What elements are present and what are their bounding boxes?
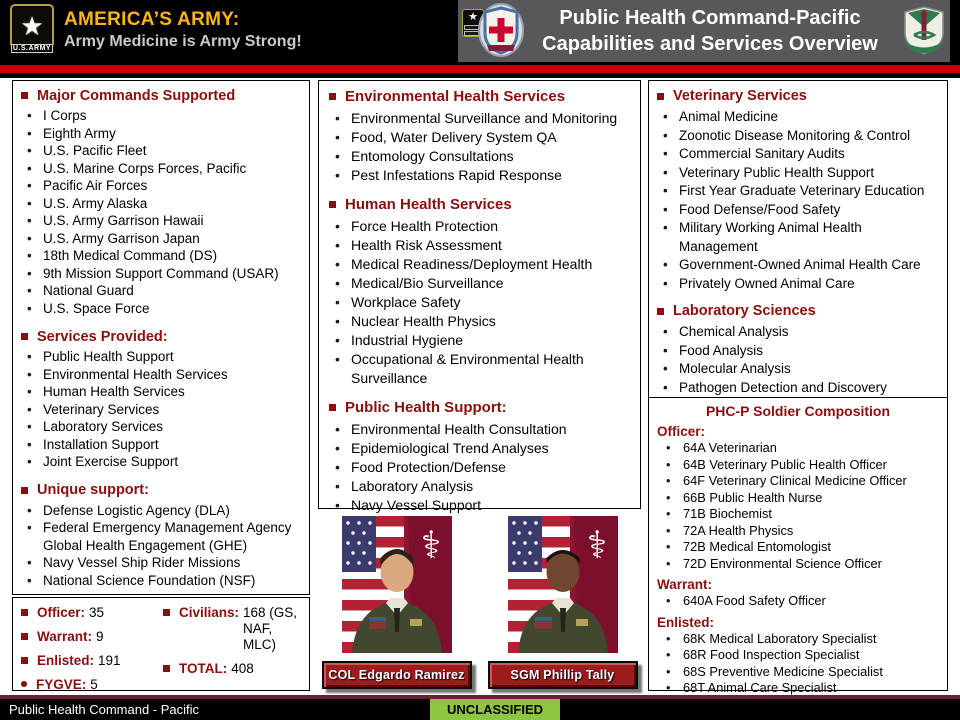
list-item: • Food Protection/Defense [329, 458, 630, 477]
section-major-commands [21, 86, 301, 317]
list-item: • Eighth Army [21, 125, 301, 143]
mini-star-icon: ★ [468, 11, 478, 23]
list-item: • First Year Graduate Veterinary Education [657, 182, 939, 201]
commander-name: COL Edgardo Ramirez [328, 668, 465, 682]
list-item: • Veterinary Public Health Support [657, 164, 939, 183]
list-item: • Privately Owned Animal Care [657, 275, 939, 294]
list-item: • Environmental Health Consultation [329, 420, 630, 439]
square-bullet-icon [21, 609, 28, 616]
square-bullet-icon [329, 201, 336, 208]
list-item: • National Guard [21, 282, 301, 300]
page-title-line2: Capabilities and Services Overview [542, 33, 878, 55]
list-item: • Pacific Air Forces [21, 177, 301, 195]
list-item: • 64A Veterinarian [657, 440, 939, 457]
section-human-health [329, 194, 630, 388]
sgm-photo [508, 516, 618, 653]
square-bullet-icon [21, 657, 28, 664]
square-bullet-icon [329, 93, 336, 100]
square-bullet-icon [21, 487, 28, 494]
list-item: • Workplace Safety [329, 293, 630, 312]
list-item: • Military Working Animal Health Management [657, 219, 939, 256]
commander-nameplate [322, 661, 472, 689]
stat-officer: Officer: 35 [21, 605, 163, 621]
section-environmental-health [329, 86, 630, 185]
unit-crest-icon [902, 5, 946, 57]
classification-text: UNCLASSIFIED [446, 702, 544, 717]
list-item: • Public Health Support [21, 348, 301, 366]
list-item: • Animal Medicine [657, 108, 939, 127]
red-divider-stripe [0, 62, 960, 78]
veterinary-services-list [657, 108, 939, 293]
list-item: • Navy Vessel Support [329, 496, 630, 515]
square-bullet-icon [163, 665, 170, 672]
list-item: • I Corps [21, 107, 301, 125]
list-item: • Federal Emergency Management Agency Global Health Engagement (GHE) [21, 519, 301, 554]
list-item: • Medical/Bio Surveillance [329, 274, 630, 293]
army-star-icon: ★ [20, 11, 44, 41]
composition-officer-label: Officer: [657, 424, 706, 439]
list-item: • U.S. Army Garrison Hawaii [21, 212, 301, 230]
caduceus-icon: ⚕ [420, 525, 441, 567]
composition-warrant-label: Warrant: [657, 577, 713, 592]
section-veterinary-services [657, 86, 939, 293]
list-item: • Health Risk Assessment [329, 236, 630, 255]
list-item: • Laboratory Analysis [329, 477, 630, 496]
section-title: Major Commands Supported [37, 87, 236, 104]
list-item: • Industrial Hygiene [329, 331, 630, 350]
list-item: • 72B Medical Entomologist [657, 539, 939, 556]
section-public-health-support [329, 397, 630, 515]
phc-pacific-crest-icon [478, 3, 524, 57]
sgm-portrait-block [488, 516, 638, 689]
title-panel [458, 0, 950, 62]
list-item: • Navy Vessel Ship Rider Missions [21, 554, 301, 572]
square-bullet-icon [657, 308, 664, 315]
officer-mos-list [657, 440, 939, 572]
brand-subtitle: Army Medicine is Army Strong! [64, 33, 302, 50]
list-item: • U.S. Army Garrison Japan [21, 230, 301, 248]
list-item: • Epidemiological Trend Analyses [329, 439, 630, 458]
left-column-box [12, 80, 310, 595]
section-title: Human Health Services [345, 196, 512, 213]
square-bullet-icon [329, 404, 336, 411]
list-item: • Food Analysis [657, 342, 939, 361]
unique-support-list [21, 502, 301, 590]
square-bullet-icon [163, 609, 170, 616]
section-title: Laboratory Sciences [673, 303, 816, 319]
list-item: • U.S. Pacific Fleet [21, 142, 301, 160]
section-title: Environmental Health Services [345, 88, 566, 105]
list-item: • 68R Food Inspection Specialist [657, 647, 939, 664]
commander-photo [342, 516, 452, 653]
army-logo-box [10, 4, 54, 48]
list-item: • Installation Support [21, 436, 301, 454]
section-unique-support [21, 481, 301, 590]
laboratory-sciences-list [657, 323, 939, 397]
personnel-stats-box [12, 597, 310, 691]
list-item: • National Science Foundation (NSF) [21, 572, 301, 590]
list-item: • 66B Public Health Nurse [657, 490, 939, 507]
footer-title: Public Health Command - Pacific [9, 702, 200, 717]
brand-title: AMERICA’S ARMY: [64, 9, 240, 30]
services-provided-list [21, 348, 301, 471]
page-title [522, 0, 898, 62]
warrant-mos-list [657, 593, 939, 610]
section-title: Unique support: [37, 482, 149, 498]
composition-enlisted-label: Enlisted: [657, 614, 715, 630]
enlisted-mos-list [657, 631, 939, 697]
list-item: • Human Health Services [21, 383, 301, 401]
square-bullet-icon [21, 92, 28, 99]
list-item: • Pathogen Detection and Discovery [657, 379, 939, 398]
us-army-logo [10, 4, 56, 58]
list-item: • U.S. Marine Corps Forces, Pacific [21, 160, 301, 178]
page-title-line1: Public Health Command-Pacific [559, 7, 861, 29]
list-item: • Laboratory Services [21, 418, 301, 436]
sgm-name: SGM Phillip Tally [510, 668, 615, 682]
list-item: • Defense Logistic Agency (DLA) [21, 502, 301, 520]
human-health-list [329, 217, 630, 388]
list-item: • Joint Exercise Support [21, 453, 301, 471]
list-item: • Food Defense/Food Safety [657, 201, 939, 220]
list-item: • Entomology Consultations [329, 147, 630, 166]
section-services-provided [21, 327, 301, 471]
list-item: • 72A Health Physics [657, 523, 939, 540]
list-item: • Medical Readiness/Deployment Health [329, 255, 630, 274]
list-item: • Food, Water Delivery System QA [329, 128, 630, 147]
list-item: • 71B Biochemist [657, 506, 939, 523]
caduceus-icon: ⚕ [586, 525, 607, 567]
list-item: • 72D Environmental Science Officer [657, 556, 939, 573]
list-item: • 68K Medical Laboratory Specialist [657, 631, 939, 648]
list-item: • Force Health Protection [329, 217, 630, 236]
list-item: • Veterinary Services [21, 401, 301, 419]
right-top-section [649, 81, 947, 397]
army-logo-label: U.S.ARMY [12, 45, 52, 52]
brand-block [64, 9, 302, 51]
section-title: Services Provided: [37, 328, 168, 345]
list-item: • 640A Food Safety Officer [657, 593, 939, 610]
section-title: Public Health Support: [345, 399, 507, 416]
public-health-support-list [329, 420, 630, 515]
list-item: • 64F Veterinary Clinical Medicine Officer [657, 473, 939, 490]
list-item: • Occupational & Environmental Health Surveillance [329, 350, 630, 388]
square-bullet-icon [21, 633, 28, 640]
list-item: • 9th Mission Support Command (USAR) [21, 265, 301, 283]
middle-column-box [318, 80, 641, 513]
list-item: • Molecular Analysis [657, 360, 939, 379]
list-item: • Chemical Analysis [657, 323, 939, 342]
list-item: • Nuclear Health Physics [329, 312, 630, 331]
list-item: • U.S. Army Alaska [21, 195, 301, 213]
section-title: Veterinary Services [673, 88, 807, 104]
stat-warrant: Warrant: 9 [21, 629, 163, 645]
list-item: • Environmental Health Services [21, 366, 301, 384]
square-bullet-icon [21, 333, 28, 340]
composition-title: PHC-P Soldier Composition [705, 403, 891, 419]
round-bullet-icon [21, 681, 27, 687]
list-item: • U.S. Space Force [21, 300, 301, 318]
stat-enlisted: Enlisted: 191 [21, 653, 163, 669]
right-column-box [648, 80, 948, 695]
list-item: • 68T Animal Care Specialist [657, 680, 939, 697]
list-item: • 18th Medical Command (DS) [21, 247, 301, 265]
stat-total: TOTAL: 408 [163, 661, 301, 677]
sgm-nameplate [488, 661, 638, 689]
list-item: • Government-Owned Animal Health Care [657, 256, 939, 275]
list-item: • Zoonotic Disease Monitoring & Control [657, 127, 939, 146]
header-bar [0, 0, 960, 62]
title-emblems [462, 3, 524, 57]
list-item: • Commercial Sanitary Audits [657, 145, 939, 164]
commander-portrait-block [322, 516, 472, 689]
list-item: • 64B Veterinary Public Health Officer [657, 457, 939, 474]
leadership-photos-area [318, 512, 641, 692]
list-item: • 68S Preventive Medicine Specialist [657, 664, 939, 681]
environmental-health-list [329, 109, 630, 185]
square-bullet-icon [657, 93, 664, 100]
major-commands-list [21, 107, 301, 317]
stat-fygve: FYGVE: 5 [21, 677, 163, 693]
soldier-composition-section [649, 397, 947, 699]
stat-civilians: Civilians: 168 (GS, NAF, MLC) [163, 605, 301, 653]
section-laboratory-sciences [657, 301, 939, 397]
list-item: • Environmental Surveillance and Monitoring [329, 109, 630, 128]
list-item: • Pest Infestations Rapid Response [329, 166, 630, 185]
classification-badge [430, 699, 560, 720]
